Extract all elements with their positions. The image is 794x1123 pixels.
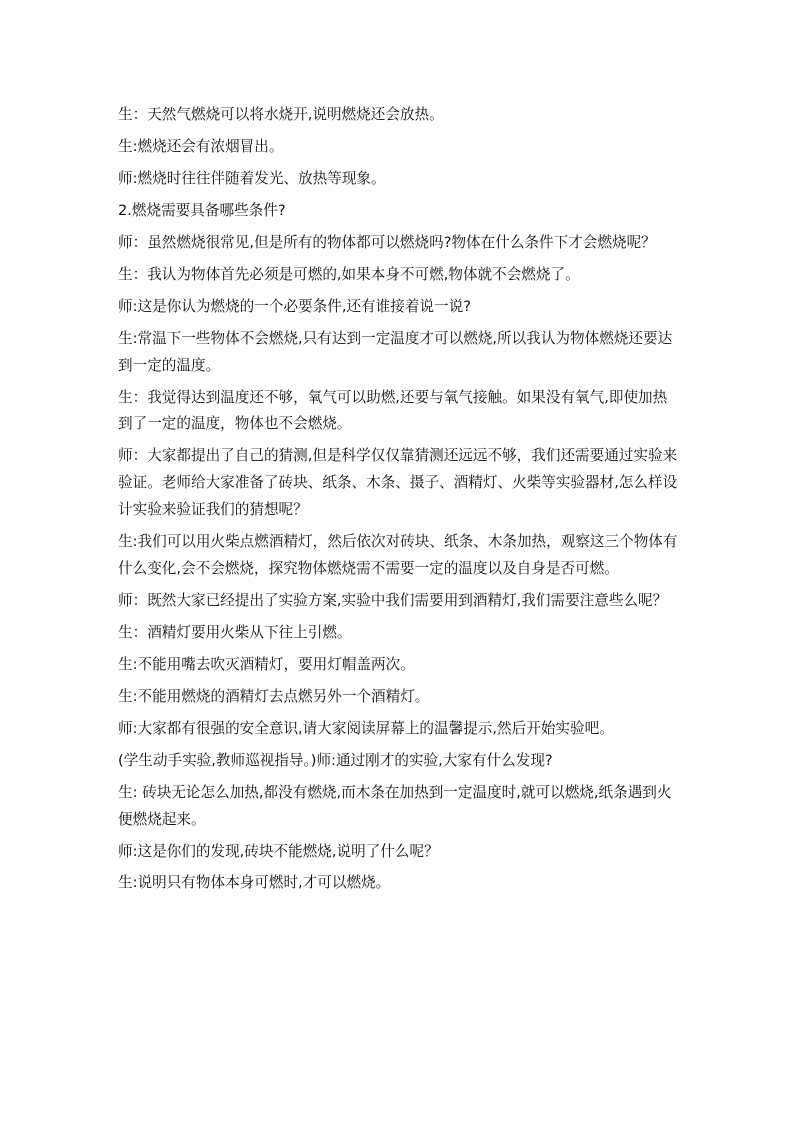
paragraph-12: 师：既然大家已经提出了实验方案,实验中我们需要用到酒精灯,我们需要注意些么呢？ (118, 591, 668, 609)
paragraph-10: 师：大家都提出了自己的猜测,但是科学仅仅靠猜测还远远不够，我们还需要通过实验来验证。老师给大家准备了砖块、纸条、木条、摄子、酒精灯、火柴等实验器材,怎么样设计实验来验证我们的猜想呢？ (118, 447, 678, 519)
paragraph-2: 生:燃烧还会有浓烟冒出。 (118, 137, 284, 155)
paragraph-18: 生: 砖块无论怎么加热,都没有燃烧,而木条在加热到一定温度时,就可以燃烧,纸条遇到火便燃烧起来。 (118, 783, 672, 828)
paragraph-13: 生：酒精灯要用火柴从下往上引燃。 (118, 623, 352, 641)
section-heading: 2.燃烧需要具备哪些条件? (118, 201, 286, 219)
paragraph-17: (学生动手实验,教师巡视指导。)师:通过刚才的实验,大家有什么发现? (118, 751, 553, 769)
paragraph-1: 生：天然气燃烧可以将水烧开,说明燃烧还会放热。 (118, 106, 444, 123)
paragraph-16: 师:大家都有很强的安全意识,请大家阅读屏幕上的温馨提示,然后开始实验吧。 (118, 719, 614, 737)
paragraph-14: 生:不能用嘴去吹灭酒精灯，要用灯帽盖两次。 (118, 655, 415, 673)
paragraph-19: 师:这是你们的发现,砖块不能燃烧,说明了什么呢？ (118, 842, 439, 860)
paragraph-20: 生:说明只有物体本身可燃时,才可以燃烧。 (118, 874, 391, 892)
paragraph-7: 师:这是你认为燃烧的一个必要条件,还有谁接着说一说? (118, 297, 471, 315)
document-body (118, 102, 680, 902)
paragraph-6: 生：我认为物体首先必须是可燃的,如果本身不可燃,物体就不会燃烧了。 (118, 265, 580, 283)
paragraph-15: 生:不能用燃烧的酒精灯去点燃另外一个酒精灯。 (118, 687, 430, 705)
paragraph-5: 师：虽然燃烧很常见,但是所有的物体都可以燃烧吗?物体在什么条件下才会燃烧呢？ (118, 233, 656, 251)
paragraph-9: 生：我觉得达到温度还不够，氧气可以助燃,还要与氧气接触。如果没有氧气,即使加热到了一定的温度，物体也不会燃烧。 (118, 388, 668, 433)
paragraph-11: 生:我们可以用火柴点燃酒精灯，然后依次对砖块、纸条、木条加热，观察这三个物体有什么变化,会不会燃烧，探究物体燃烧需不需要一定的温度以及自身是否可燃。 (118, 533, 678, 577)
paragraph-3: 师:燃烧时往往伴随着发光、放热等现象。 (118, 169, 386, 187)
paragraph-8: 生:常温下一些物体不会燃烧,只有达到一定温度才可以燃烧,所以我认为物体燃烧还要达到一定的温度。 (118, 329, 673, 374)
